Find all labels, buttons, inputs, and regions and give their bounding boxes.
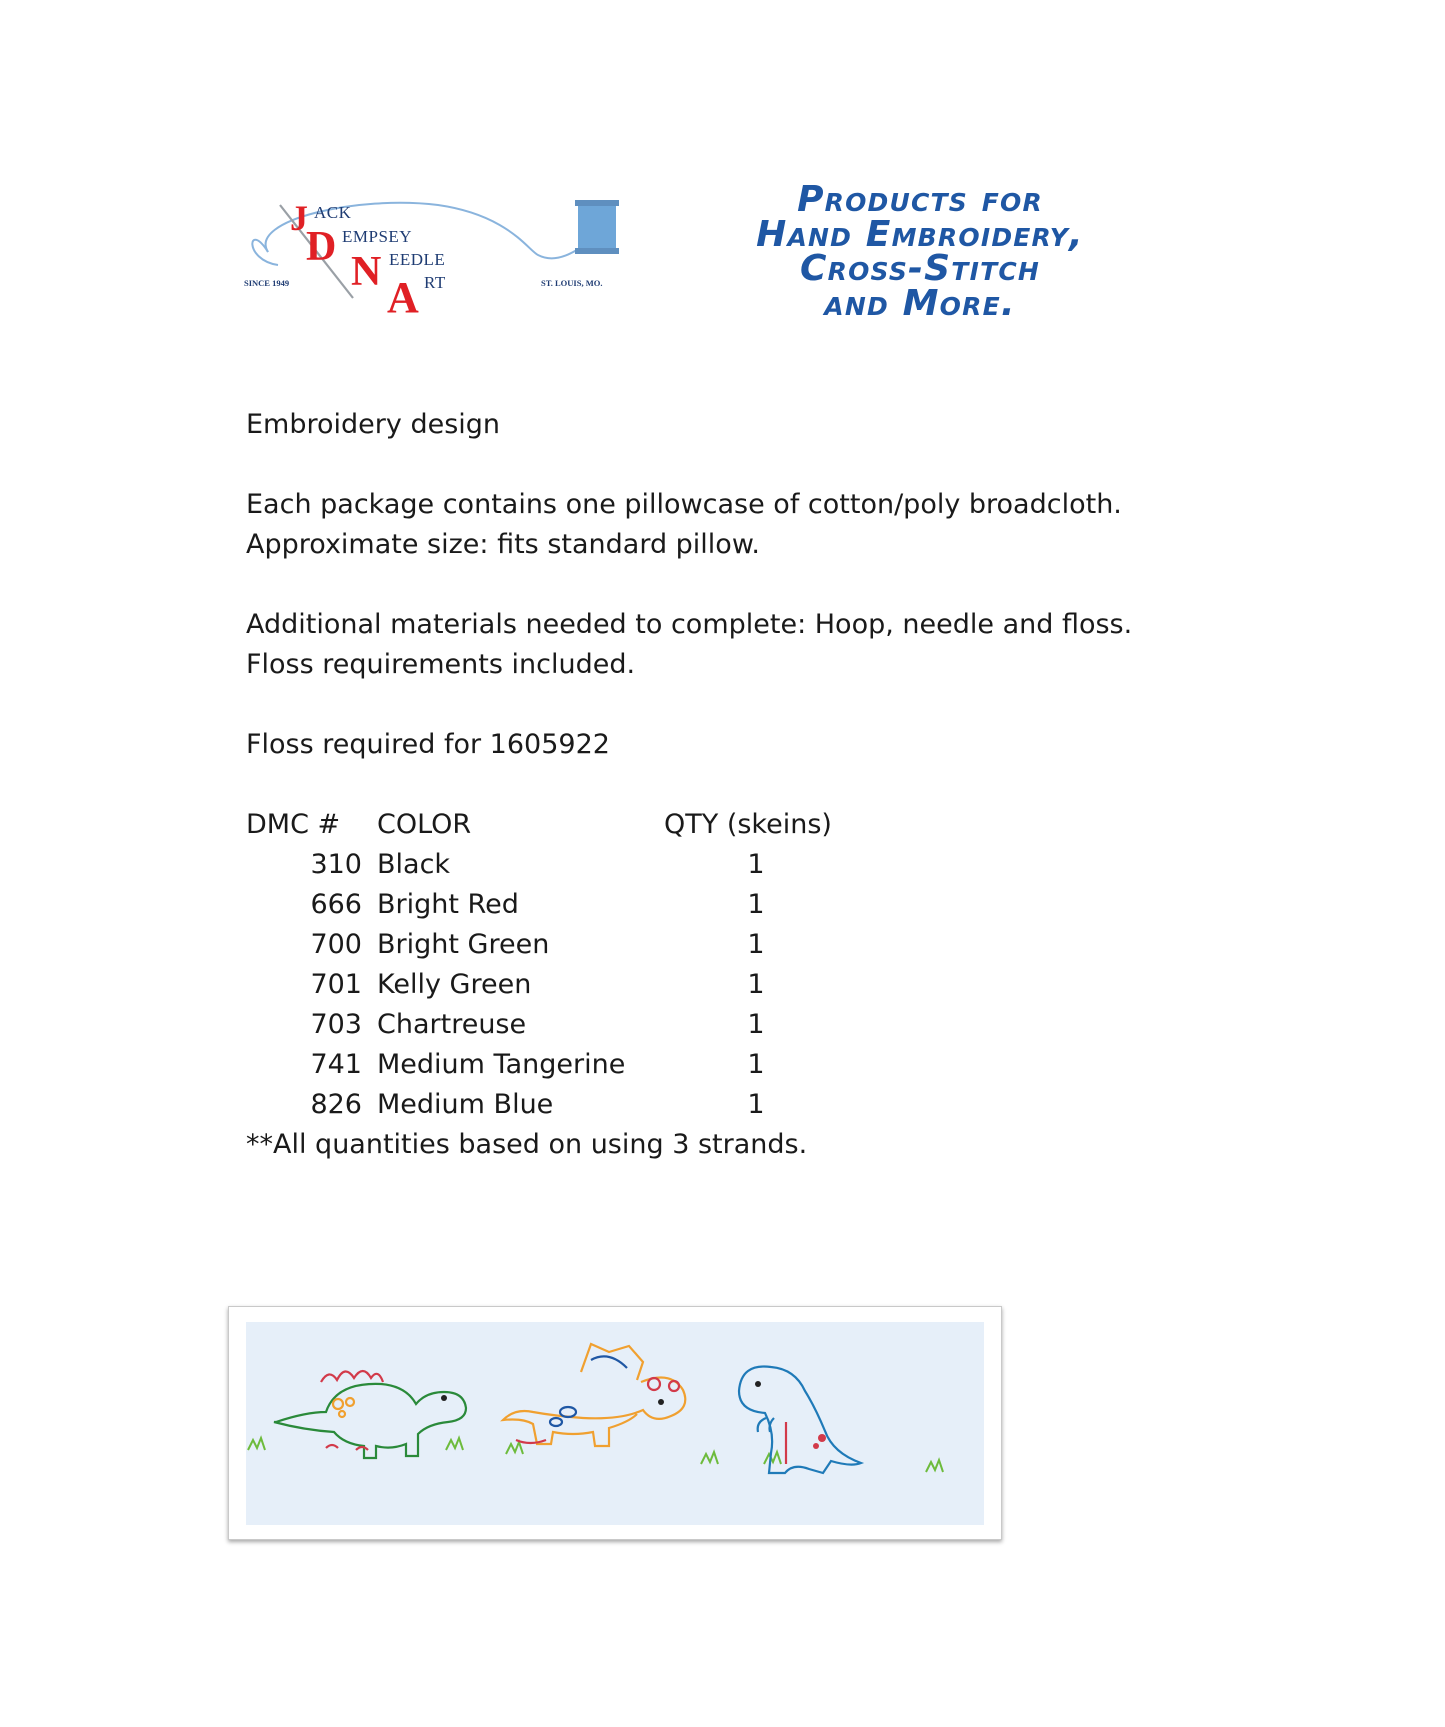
logo-initial-j: J: [290, 198, 308, 238]
materials-line-2: Floss requirements included.: [246, 649, 636, 680]
logo-word-empsey: EMPSEY: [342, 227, 413, 246]
tagline: [690, 179, 1150, 324]
dmc-code: 703: [310, 1009, 362, 1040]
color-name: Bright Red: [377, 889, 519, 920]
logo-word-ack: ACK: [314, 203, 352, 222]
header-color: COLOR: [377, 809, 472, 840]
logo-word-rt: RT: [424, 273, 446, 292]
dmc-code: 700: [310, 929, 362, 960]
tagline-line-3: Cross-Stitch: [800, 248, 1040, 289]
quantity: 1: [747, 1009, 765, 1040]
quantity: 1: [747, 1049, 765, 1080]
dmc-code: 826: [310, 1089, 362, 1120]
package-line-2: Approximate size: fits standard pillow.: [246, 529, 761, 560]
quantity: 1: [747, 849, 765, 880]
quantity: 1: [747, 1089, 765, 1120]
package-description: [246, 485, 1122, 565]
logo-initial-n: N: [351, 249, 382, 295]
dmc-code: 666: [310, 889, 362, 920]
color-name: Bright Green: [377, 929, 550, 960]
color-name: Chartreuse: [377, 1009, 527, 1040]
dmc-code: 310: [310, 849, 362, 880]
package-line-1: Each package contains one pillowcase of cotton/poly broadcloth.: [246, 489, 1122, 520]
tagline-line-1: Products for: [797, 179, 1043, 220]
quantity: 1: [747, 969, 765, 1000]
quantity: 1: [747, 889, 765, 920]
logo-since: SINCE 1949: [244, 278, 290, 288]
thread-spool-icon: [575, 200, 619, 254]
quantity: 1: [747, 929, 765, 960]
dmc-code: 741: [310, 1049, 362, 1080]
header-dmc: DMC #: [246, 809, 341, 840]
jdna-logo: [238, 190, 658, 330]
tagline-line-4: and More.: [824, 282, 1016, 324]
page-title: Embroidery design: [246, 409, 501, 440]
design-preview-frame: [228, 1306, 1002, 1540]
floss-heading: Floss required for 1605922: [246, 729, 610, 760]
color-name: Medium Tangerine: [377, 1049, 626, 1080]
dinosaur-design-illustration: [246, 1322, 984, 1525]
logo-word-eedle: EEDLE: [389, 250, 446, 269]
color-name: Medium Blue: [377, 1089, 554, 1120]
header-qty: QTY (skeins): [664, 809, 832, 840]
materials-line-1: Additional materials needed to complete: Hoop, needle and floss.: [246, 609, 1133, 640]
logo-initial-d: D: [306, 224, 337, 270]
color-name: Kelly Green: [377, 969, 532, 1000]
logo-location: ST. LOUIS, MO.: [541, 278, 603, 288]
tagline-line-2: Hand Embroidery,: [756, 213, 1084, 255]
dmc-code: 701: [310, 969, 362, 1000]
logo-initial-a: A: [387, 273, 419, 322]
materials-description: [246, 605, 1132, 685]
color-name: Black: [377, 849, 451, 880]
strands-note: **All quantities based on using 3 strands.: [246, 1129, 808, 1160]
